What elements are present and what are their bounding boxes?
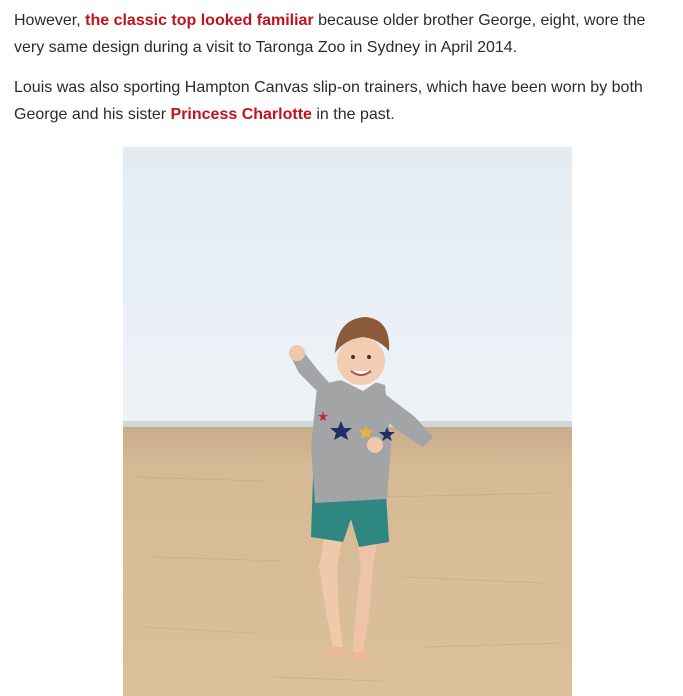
eye-left <box>351 355 355 359</box>
paragraph-text: Louis was also sporting Hampton Canvas slip-on trainers, which have been worn by both George and his sister <box>14 79 643 123</box>
left-foot <box>326 647 348 657</box>
article-photo <box>123 147 572 696</box>
paragraph-text: because older brother George, eight, wore the very same design during a visit to Taronga Zoo in Sydney in April 2014. <box>14 12 646 56</box>
right-hand <box>367 437 383 453</box>
photo-illustration <box>123 147 572 696</box>
right-foot <box>348 652 372 662</box>
paragraph-text: However, <box>14 12 86 29</box>
paragraph-text: in the past. <box>311 105 395 123</box>
article-paragraph <box>14 8 674 61</box>
article-paragraph <box>14 75 674 128</box>
article-link-princess-charlotte[interactable]: Princess Charlotte <box>170 105 312 123</box>
article-body <box>14 8 674 128</box>
left-hand <box>289 345 305 361</box>
eye-right <box>367 355 371 359</box>
face <box>337 337 385 385</box>
article-link-classic-top[interactable]: the classic top looked familiar <box>85 12 314 29</box>
